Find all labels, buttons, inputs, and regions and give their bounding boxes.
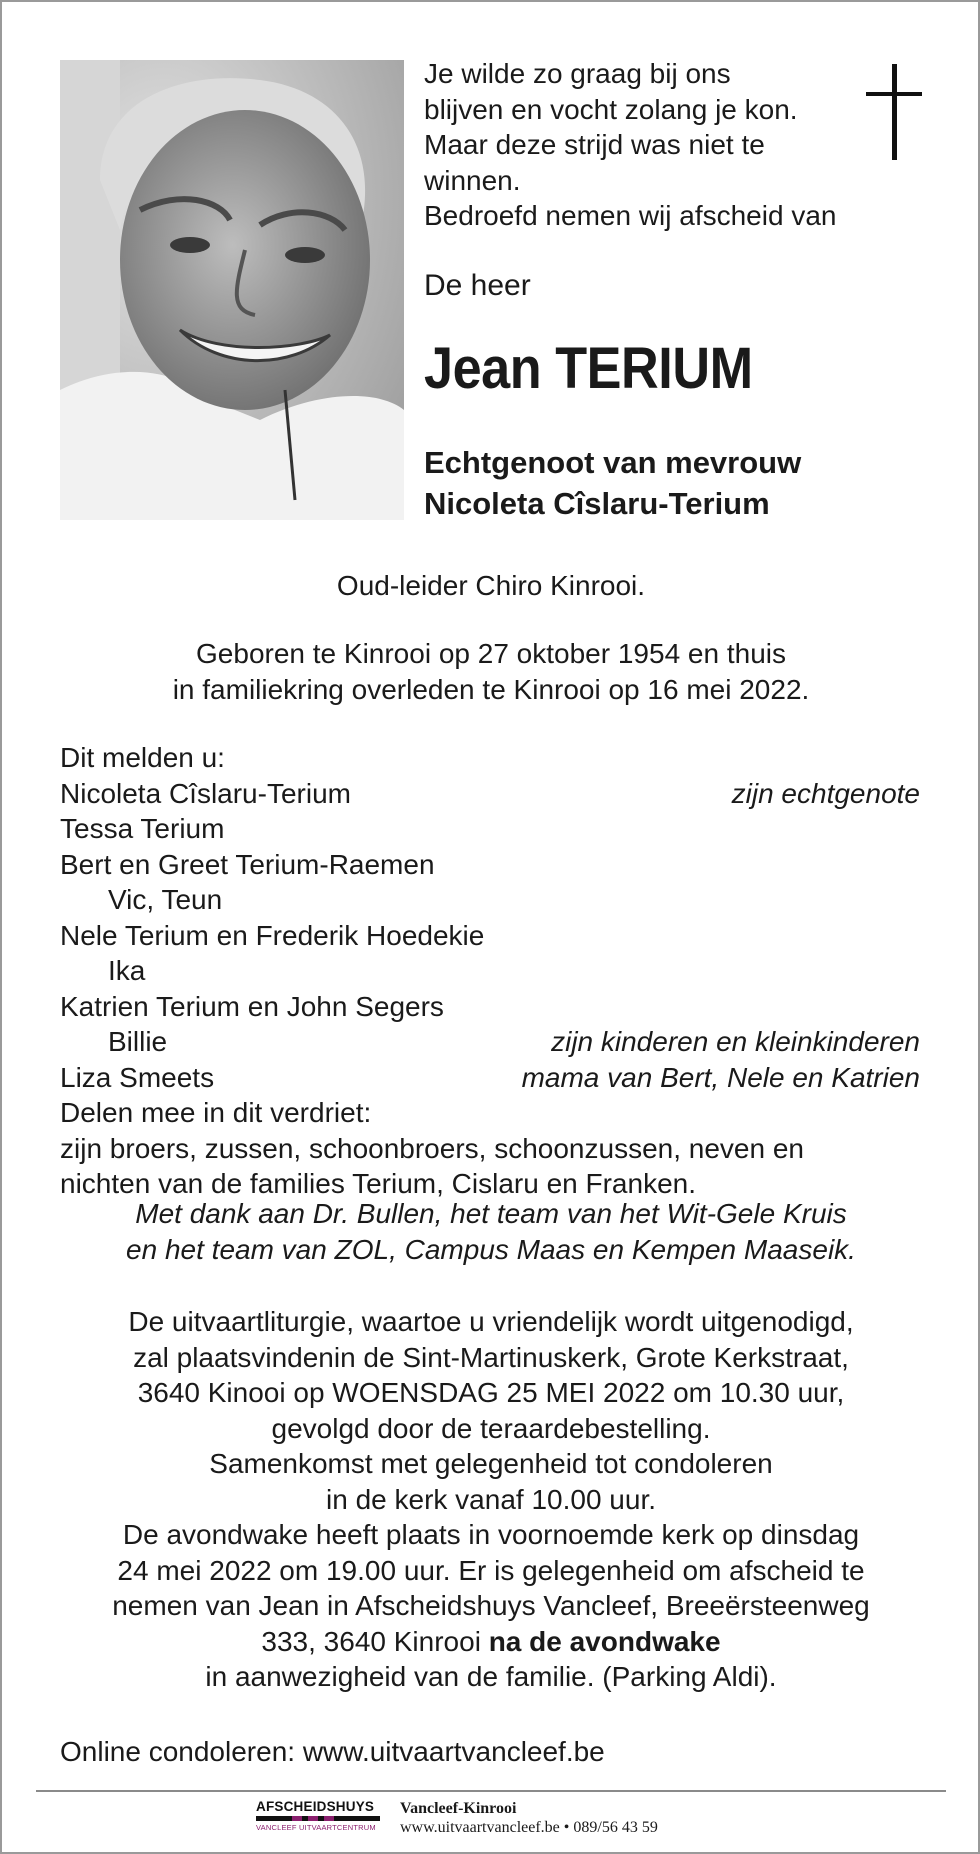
mourner-name: Vic, Teun: [108, 884, 223, 915]
birth-death-line: in familiekring overleden te Kinrooi op 16 mei 2022.: [172, 673, 810, 705]
mourner-name: Liza Smeets: [60, 1061, 215, 1093]
mourner-name: Nele Terium en Frederik Hoedekie: [60, 919, 485, 951]
intro-line: Bedroefd nemen wij afscheid van: [424, 200, 837, 231]
logo-bar-accent: [292, 1816, 302, 1821]
logo-bottom-text: [256, 1823, 382, 1832]
mourner-row: [60, 918, 920, 954]
birth-death-block: [60, 636, 922, 707]
ceremony-address: 333, 3640 Kinrooi: [261, 1625, 481, 1657]
business-name: Vancleef-Kinrooi: [400, 1800, 517, 1817]
mourner-name: Nicoleta Cîslaru-Terium: [60, 777, 351, 809]
ceremony-line: De avondwake heeft plaats in voornoemde kerk op dinsdag: [122, 1519, 860, 1550]
share-line: nichten van de families Terium, Cislaru en Franken.: [60, 1168, 697, 1199]
mourner-row: [60, 847, 920, 883]
share-heading: Delen mee in dit verdriet:: [60, 1097, 372, 1128]
ceremony-line: in aanwezigheid van de familie. (Parking Aldi).: [205, 1661, 777, 1692]
mourner-role: mama van Bert, Nele en Katrien: [521, 1061, 920, 1093]
mourner-row: [60, 1060, 920, 1096]
intro-line: Maar deze strijd was niet te: [424, 129, 765, 160]
ceremony-block: [60, 1304, 922, 1695]
logo-bar-accent: [324, 1816, 334, 1821]
spouse-line: Nicoleta Cîslaru-Terium: [424, 486, 770, 521]
contact-line: [400, 1818, 658, 1837]
mourner-name: Katrien Terium en John Segers: [60, 990, 444, 1022]
title-line: Oud-leider Chiro Kinrooi.: [336, 570, 646, 601]
thanks-line: Met dank aan Dr. Bullen, het team van het Wit-Gele Kruis: [135, 1198, 847, 1229]
ceremony-line: De uitvaartliturgie, waartoe u vriendelijk wordt uitgenodigd,: [128, 1306, 854, 1337]
funeral-home-logo: [256, 1799, 382, 1837]
share-line: zijn broers, zussen, schoonbroers, schoonzussen, neven en: [60, 1132, 804, 1164]
logo-bar: [256, 1816, 380, 1821]
latin-cross-icon: [864, 62, 924, 162]
title-line-block: [60, 568, 922, 604]
mourner-row: [60, 776, 920, 812]
spouse-block: [424, 442, 801, 524]
ceremony-line: 24 mei 2022 om 19.00 uur. Er is gelegenheid om afscheid te: [117, 1554, 865, 1586]
ceremony-line: gevolgd door de teraardebestelling.: [271, 1412, 711, 1444]
phone-number: 089/56 43 59: [573, 1819, 658, 1836]
mourner-name: Ika: [108, 955, 146, 986]
intro-line: blijven en vocht zolang je kon.: [424, 93, 798, 125]
thanks-block: [60, 1196, 922, 1267]
mourner-row: [60, 989, 920, 1025]
footer-contact: [400, 1799, 658, 1837]
mourner-row: [60, 882, 920, 918]
mourners-block: [60, 740, 920, 1202]
ceremony-line: nemen van Jean in Afscheidshuys Vancleef, Breeërsteenweg: [112, 1590, 870, 1621]
intro-text: [424, 56, 844, 234]
logo-left-text: VANCLEEF: [256, 1823, 297, 1832]
mourner-name: Bert en Greet Terium-Raemen: [60, 848, 435, 880]
thanks-line: en het team van ZOL, Campus Maas en Kempen Maaseik.: [126, 1233, 856, 1265]
deceased-name: Jean TERIUM: [424, 336, 753, 401]
logo-bar-accent: [308, 1816, 318, 1821]
mourner-name: Tessa Terium: [60, 813, 225, 844]
spouse-line: Echtgenoot van mevrouw: [424, 445, 802, 480]
separator-bullet: •: [563, 1819, 570, 1836]
salutation: De heer: [424, 269, 531, 302]
mourner-role: zijn kinderen en kleinkinderen: [551, 1026, 920, 1057]
logo-top-text: AFSCHEIDSHUYS: [256, 1799, 375, 1814]
mourner-role: zijn echtgenote: [731, 777, 920, 809]
mourner-row: [60, 953, 920, 989]
birth-death-line: Geboren te Kinrooi op 27 oktober 1954 en thuis: [196, 638, 786, 669]
announced-by: Dit melden u:: [60, 742, 225, 773]
logo-right-text: UITVAARTCENTRUM: [298, 1823, 376, 1832]
ceremony-line: zal plaatsvindenin de Sint-Martinuskerk, Grote Kerkstraat,: [133, 1341, 849, 1373]
ceremony-line: [60, 1624, 922, 1660]
ceremony-line: Samenkomst met gelegenheid tot condoleren: [209, 1448, 773, 1479]
footer-divider: [36, 1790, 946, 1792]
ceremony-line: in de kerk vanaf 10.00 uur.: [326, 1483, 656, 1515]
ceremony-bold-note: na de avondwake: [488, 1625, 721, 1657]
intro-line: winnen.: [424, 164, 521, 196]
ceremony-line: 3640 Kinooi op WOENSDAG 25 MEI 2022 om 10.30 uur,: [137, 1377, 845, 1408]
portrait-photo: [60, 60, 404, 520]
online-condolences: Online condoleren: www.uitvaartvancleef.be: [60, 1736, 605, 1767]
mourner-row: [60, 1024, 920, 1060]
mourner-row: [60, 811, 920, 847]
website-link[interactable]: www.uitvaartvancleef.be: [400, 1819, 560, 1836]
mourner-name: Billie: [108, 1026, 168, 1057]
intro-line: Je wilde zo graag bij ons: [424, 58, 731, 89]
